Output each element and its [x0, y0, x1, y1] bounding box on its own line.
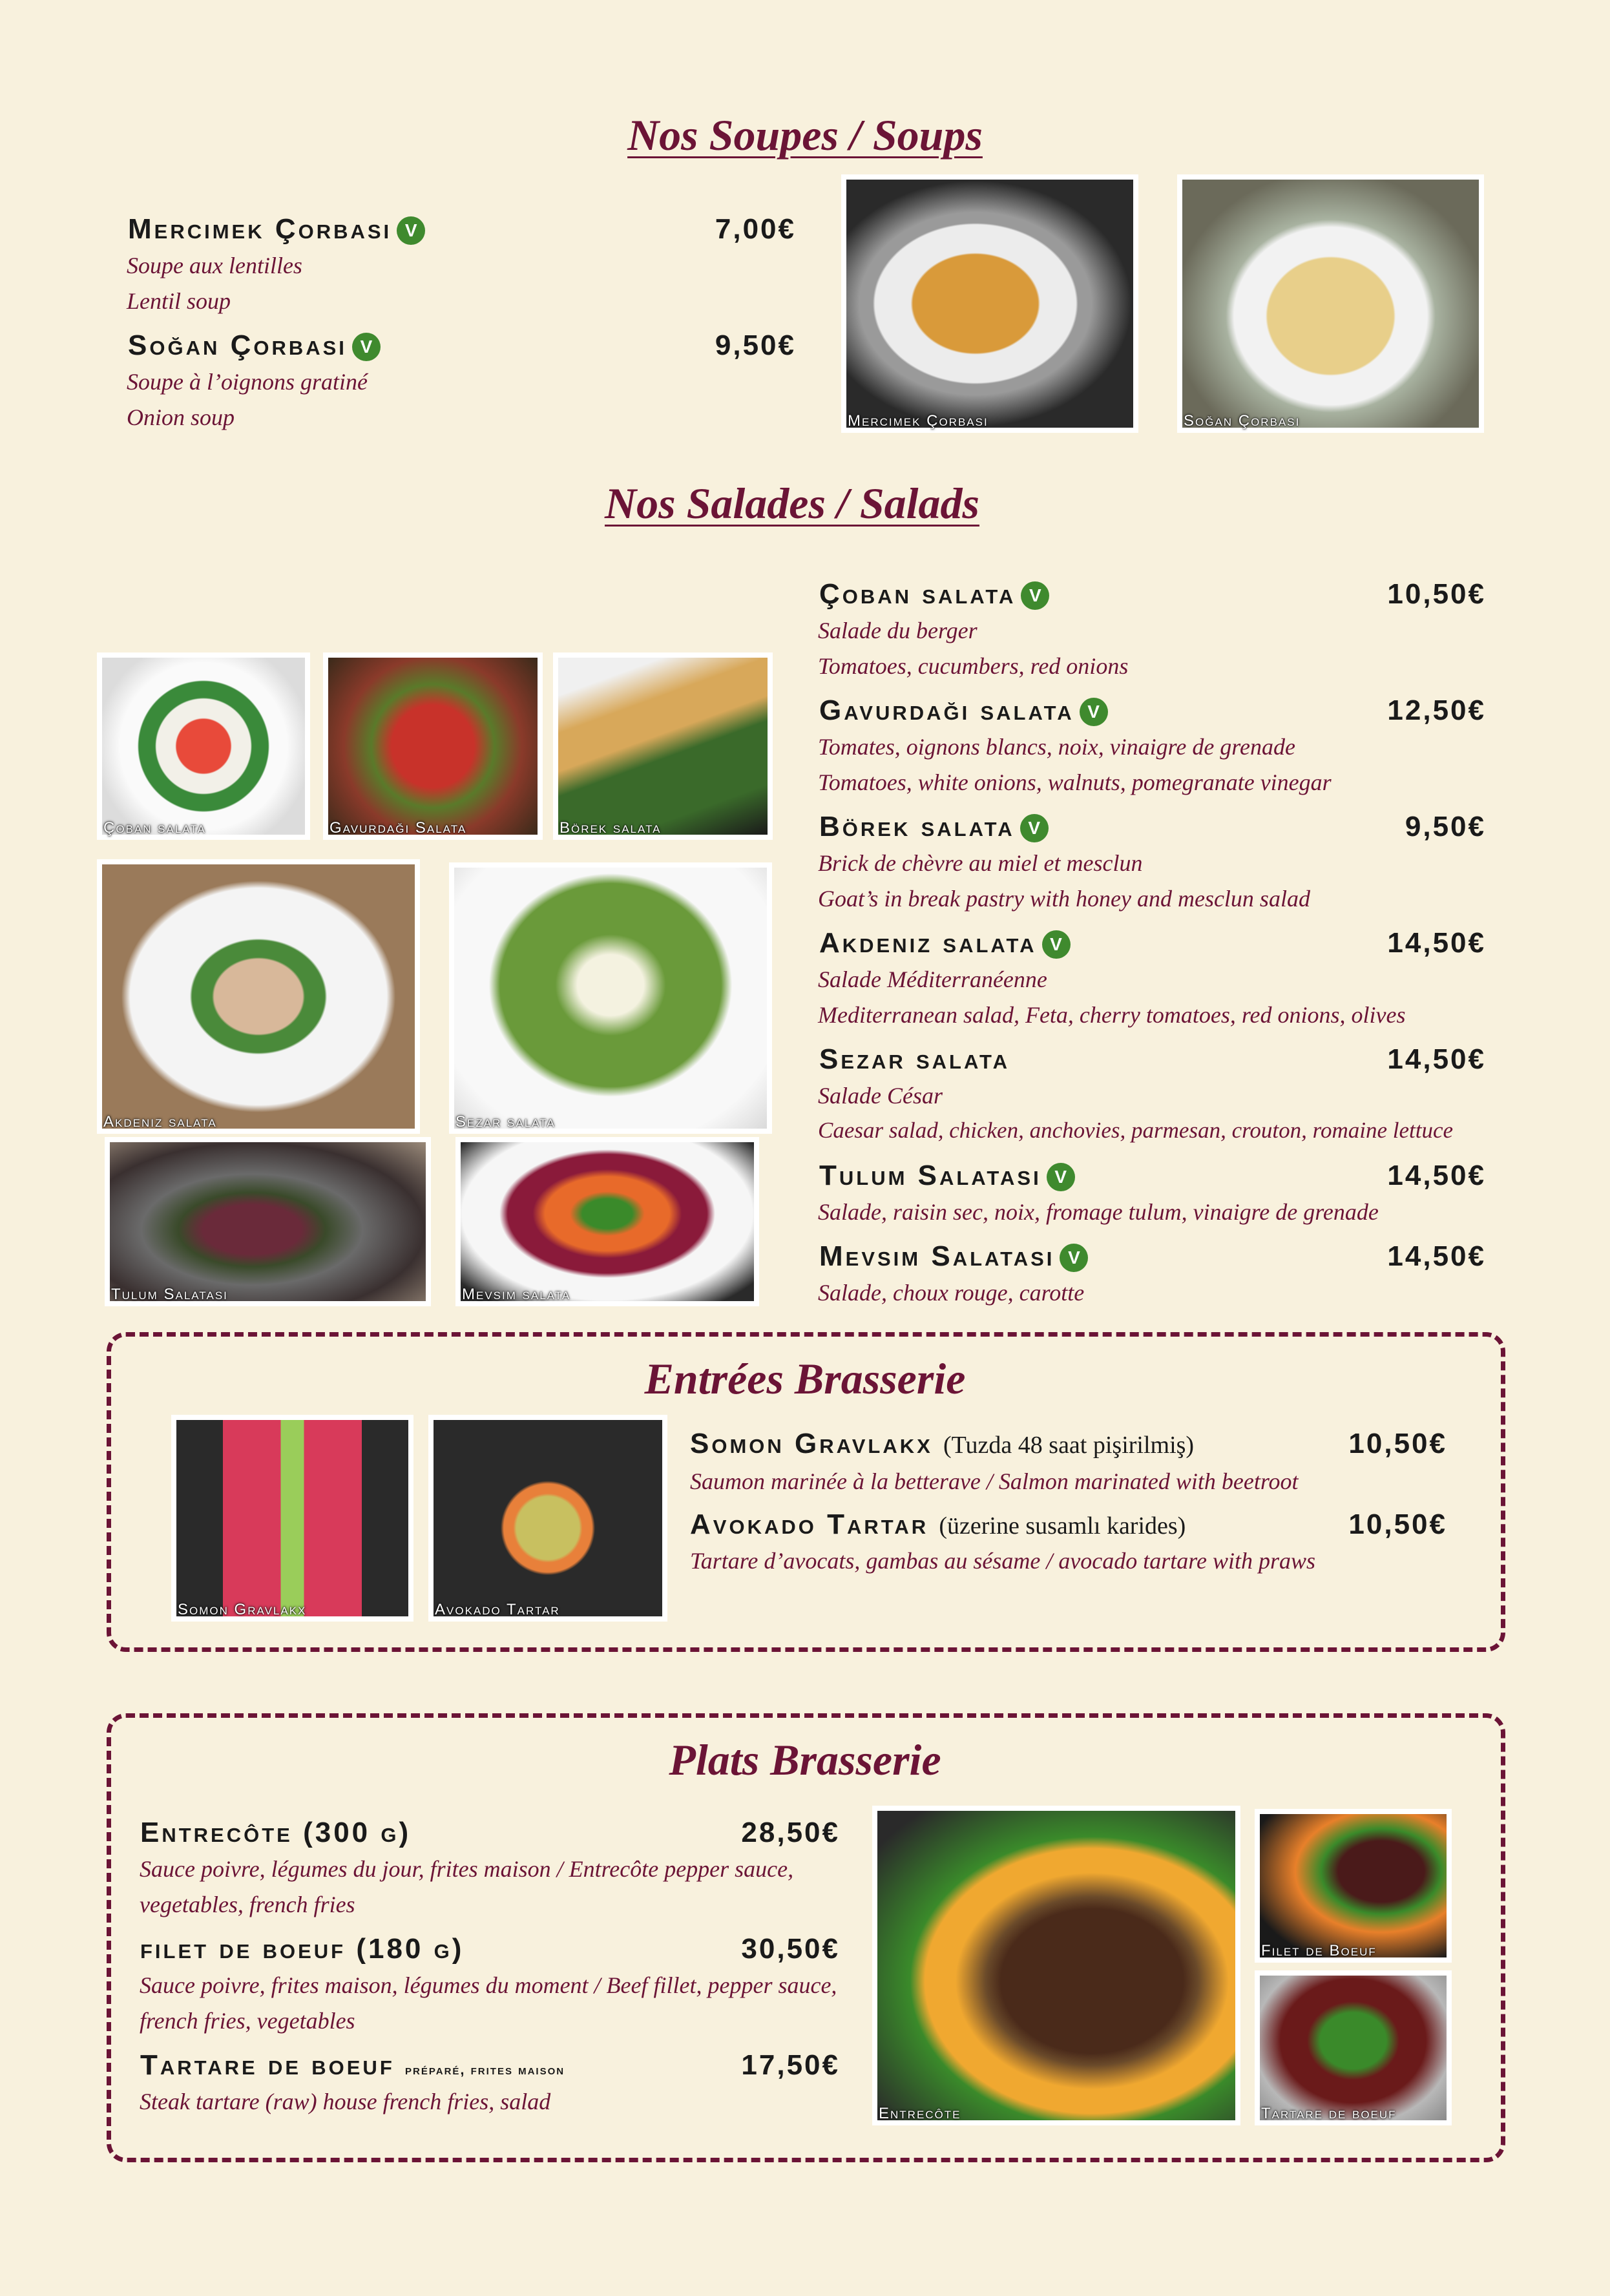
salad-item-desc-fr: Salade César	[818, 1083, 943, 1109]
photo-caption: Akdeniz salata	[103, 1113, 217, 1131]
photo-caption: Mercimek Çorbasi	[848, 412, 988, 430]
salad-item-desc-en: Goat’s in break pastry with honey and mesclun salad	[818, 886, 1310, 912]
salad-item-name: Tulum Salatasi V	[819, 1160, 1075, 1192]
salad-item-price: 9,50€	[1405, 811, 1486, 842]
photo-caption: Mevsim salata	[462, 1286, 571, 1303]
photo-somon	[171, 1415, 413, 1622]
photo-caption: Börek salata	[559, 819, 662, 837]
photo-akdeniz	[97, 859, 420, 1134]
salad-item-price: 14,50€	[1387, 1160, 1486, 1191]
salad-item-desc-en: Mediterranean salad, Feta, cherry tomatoes, red onions, olives	[818, 1002, 1406, 1028]
leaf-badge-icon: V	[1047, 1163, 1075, 1191]
entree-item-name: Avokado Tartar (üzerine susamlı karides)	[690, 1508, 1186, 1540]
salad-item-name: Sezar salata	[819, 1043, 1010, 1075]
photo-entrecote	[872, 1806, 1240, 2125]
leaf-badge-icon: V	[1060, 1244, 1088, 1272]
soup-item-price: 9,50€	[715, 329, 796, 361]
photo-caption: Avokado Tartar	[435, 1601, 560, 1618]
salad-item-name: Akdeniz salata V	[819, 927, 1071, 959]
entree-item-desc: Tartare d’avocats, gambas au sésame / avocado tartare with praws	[690, 1548, 1315, 1574]
photo-tulum	[105, 1137, 431, 1306]
photo-sogan	[1177, 174, 1484, 433]
salad-item-desc-fr: Brick de chèvre au miel et mesclun	[818, 850, 1143, 876]
plat-item-name: filet de boeuf (180 g)	[140, 1933, 465, 1965]
photo-caption: Çoban salata	[103, 819, 206, 837]
entree-item-desc: Saumon marinée à la betterave / Salmon marinated with beetroot	[690, 1468, 1299, 1494]
soup-item-desc-en: Lentil soup	[127, 288, 231, 314]
leaf-badge-icon: V	[1042, 930, 1071, 959]
photo-mercimek	[841, 174, 1138, 433]
salad-item-desc-fr: Salade, raisin sec, noix, fromage tulum, vinaigre de grenade	[818, 1199, 1379, 1225]
plat-item-desc: french fries, vegetables	[140, 2008, 355, 2034]
photo-caption: Soğan Çorbasi	[1184, 412, 1301, 430]
soup-item-name: Soğan Çorbasi V	[128, 329, 381, 362]
salad-item-name: Gavurdaği salata V	[819, 694, 1108, 727]
salad-item-desc-fr: Salade, choux rouge, carotte	[818, 1280, 1085, 1306]
plat-item-name: Entrecôte (300 g)	[140, 1817, 412, 1848]
plat-item-desc: Sauce poivre, légumes du jour, frites maison / Entrecôte pepper sauce,	[140, 1856, 794, 1882]
salad-item-price: 12,50€	[1387, 694, 1486, 726]
photo-filet	[1255, 1809, 1452, 1963]
salad-item-price: 10,50€	[1387, 578, 1486, 610]
photo-sezar	[449, 862, 772, 1134]
leaf-badge-icon: V	[352, 333, 381, 361]
photo-gavurdagi	[323, 652, 543, 840]
photo-caption: Tartare de boeuf	[1261, 2105, 1397, 2122]
plat-item-price: 30,50€	[741, 1933, 840, 1965]
plats-title: Plats Brasserie	[669, 1735, 941, 1784]
soup-item-desc-fr: Soupe aux lentilles	[127, 253, 302, 278]
photo-caption: Tulum Salatasi	[111, 1286, 228, 1303]
salad-item-price: 14,50€	[1387, 1043, 1486, 1075]
photo-caption: Gavurdaği Salata	[329, 819, 467, 837]
salad-item-name: Çoban salata V	[819, 578, 1049, 611]
leaf-badge-icon: V	[397, 216, 425, 245]
entree-item-price: 10,50€	[1348, 1508, 1447, 1540]
salad-item-desc-en: Caesar salad, chicken, anchovies, parmesan, crouton, romaine lettuce	[818, 1118, 1454, 1143]
salad-item-desc-fr: Salade Méditerranéenne	[818, 966, 1047, 992]
soup-item-name: Mercimek Çorbasi V	[128, 213, 425, 245]
salads-title: Nos Salades / Salads	[605, 479, 979, 528]
photo-borek	[553, 652, 773, 840]
photo-tartare	[1255, 1970, 1452, 2125]
salad-item-desc-en: Tomatoes, white onions, walnuts, pomegranate vinegar	[818, 769, 1332, 795]
plat-item-desc: Steak tartare (raw) house french fries, salad	[140, 2089, 551, 2114]
entree-item-name: Somon Gravlakx (Tuzda 48 saat pişirilmiş)	[690, 1428, 1195, 1459]
entrees-title: Entrées Brasserie	[644, 1354, 966, 1403]
photo-caption: Entrecôte	[879, 2105, 961, 2122]
plat-item-desc: Sauce poivre, frites maison, légumes du moment / Beef fillet, pepper sauce,	[140, 1972, 837, 1998]
photo-coban	[97, 652, 310, 840]
soups-title: Nos Soupes / Soups	[627, 110, 983, 160]
salad-item-price: 14,50€	[1387, 927, 1486, 959]
salad-item-price: 14,50€	[1387, 1240, 1486, 1272]
entree-item-price: 10,50€	[1348, 1428, 1447, 1459]
photo-caption: Somon Gravlakx	[178, 1601, 307, 1618]
photo-mevsim	[455, 1137, 759, 1306]
photo-caption: Filet de Boeuf	[1261, 1942, 1377, 1959]
salad-item-name: Börek salata V	[819, 811, 1049, 843]
leaf-badge-icon: V	[1020, 814, 1049, 842]
salad-item-desc-fr: Salade du berger	[818, 618, 978, 643]
soup-item-price: 7,00€	[715, 213, 796, 245]
plat-item-name: Tartare de boeuf préparé, frites maison	[140, 2049, 565, 2081]
soup-item-desc-fr: Soupe à l’oignons gratiné	[127, 369, 368, 395]
plat-item-price: 17,50€	[741, 2049, 840, 2081]
leaf-badge-icon: V	[1021, 581, 1049, 610]
salad-item-desc-fr: Tomates, oignons blancs, noix, vinaigre de grenade	[818, 734, 1295, 760]
plat-item-desc: vegetables, french fries	[140, 1892, 355, 1917]
photo-caption: Sezar salata	[455, 1113, 556, 1131]
plat-item-price: 28,50€	[741, 1817, 840, 1848]
leaf-badge-icon: V	[1080, 698, 1108, 726]
soup-item-desc-en: Onion soup	[127, 404, 235, 430]
photo-avokado	[428, 1415, 667, 1622]
salad-item-name: Mevsim Salatasi V	[819, 1240, 1088, 1273]
salad-item-desc-en: Tomatoes, cucumbers, red onions	[818, 653, 1129, 679]
